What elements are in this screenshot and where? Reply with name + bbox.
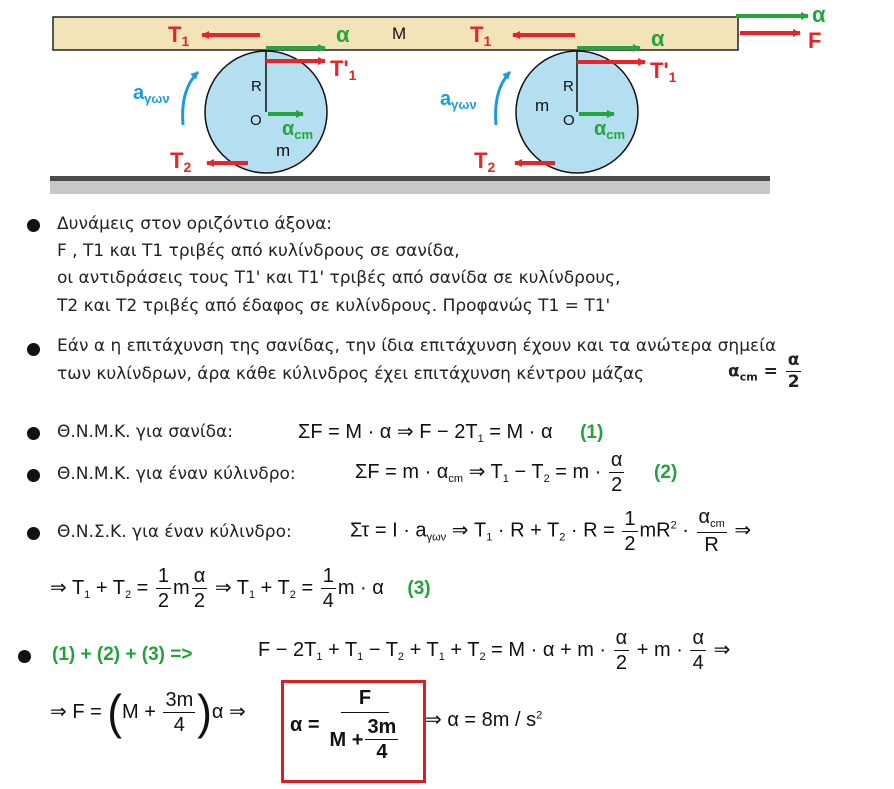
label-alpha-top-right: α [651, 26, 665, 51]
label-F: F [808, 28, 822, 53]
bullet-2 [27, 343, 40, 356]
ground-shadow [50, 180, 770, 194]
bullet-6 [18, 650, 31, 663]
label-m-right: m [535, 96, 550, 115]
angular-accel-right-arrow [496, 72, 510, 125]
eq2-label: Θ.Ν.Μ.Κ. για έναν κύλινδρο: [57, 464, 296, 484]
label-T1-left: $T_1$ [168, 22, 190, 49]
eq5-label: (1) + (2) + (3) => [52, 644, 193, 665]
label-O-right: O [563, 112, 575, 129]
acceleration-line-1: Εάν α η επιτάχυνση της σανίδας, την ίδια επιτάχυνση έχουν και τα ανώτερα σημεία [57, 336, 777, 356]
eq1-label: Θ.Ν.Μ.Κ. για σανίδα: [57, 422, 233, 442]
label-acm-right: $\alpha_{cm}$ [594, 118, 626, 142]
label-Tp1-right: $T'_1$ [650, 58, 677, 85]
label-m-left: m [276, 141, 291, 160]
eq1: ΣF = M · α ⇒ $F - 2T_1 = M \cdot \alpha$ (1) [298, 421, 604, 445]
ground [50, 176, 770, 181]
forces-line-2: F , T1 και T1 τριβές από κυλίνδρους σε σανίδα, [57, 241, 460, 261]
label-T2-left: $T_2$ [170, 148, 192, 175]
eq6: ⇒ F = (M + $\frac{3m}{4}$ )α ⇒ [50, 685, 246, 739]
label-M: M [392, 24, 407, 43]
label-T1-right: $T_1$ [470, 22, 492, 49]
eq2: $\Sigma F = m \cdot \alpha_{cm}$ ⇒ $T_1 - T_2 = m$ · $\frac{\alpha}{2}$ (2) [355, 449, 678, 496]
label-O-left: O [250, 112, 262, 129]
bullet-4 [27, 469, 40, 482]
label-R-right: R [563, 78, 574, 95]
eq4: ⇒ $T_1 + T_2$ = $\frac{1}{2}$ m $\frac{\alpha}{2}$ ⇒ $T_1 + T_2$ = $\frac{1}{4}$ m · α (3) [50, 565, 431, 612]
eq3: $\Sigma\tau = I \cdot a_{\gamma\omega\nu}$ ⇒ $T_1 \cdot R + T_2 \cdot R$ = $\frac{1}{2}$ $mR^2$ · $\frac{\alpha_{cm}}{R}$ ⇒ [350, 506, 752, 556]
angular-accel-left-arrow [183, 72, 198, 125]
bullet-1 [27, 219, 40, 232]
label-agon-right: $a_{\gamma\omega\nu}$ [440, 88, 477, 112]
acceleration-line-2: των κυλίνδρων, άρα κάθε κύλινδρος έχει επιτάχυνση κέντρου μάζας [57, 364, 645, 384]
bullet-3 [27, 427, 40, 440]
label-Tp1-left: $T'_1$ [330, 56, 357, 83]
acm-relation: $\alpha_{cm}$ = $\frac{\alpha}{2}$ [728, 350, 800, 392]
result-formula: α = F M + $\frac{3m}{4}$ [290, 687, 397, 763]
bullet-5 [27, 527, 40, 540]
forces-heading: Δυνάμεις στον οριζόντιο άξονα: [57, 214, 333, 234]
label-T2-right: $T_2$ [474, 148, 496, 175]
eq5: $F - 2T_1 + T_1 - T_2 + T_1 + T_2 = M \cdot \alpha + m$ · $\frac{\alpha}{2}$ + m · $\frac{\alpha}{4}$ ⇒ [258, 627, 731, 674]
label-alpha-plank: α [812, 2, 826, 27]
label-agon-left: $a_{\gamma\omega\nu}$ [133, 82, 170, 106]
forces-line-4: T2 και T2 τριβές από έδαφος σε κυλίνδρους. Προφανώς T1 = T1' [57, 296, 611, 316]
eq3-label: Θ.Ν.Σ.Κ. για έναν κύλινδρο: [57, 522, 292, 542]
label-alpha-top-left: α [336, 22, 350, 47]
forces-line-3: οι αντιδράσεις τους T1' και T1' τριβές από σανίδα σε κυλίνδρους, [57, 268, 621, 288]
label-acm-left: $\alpha_{cm}$ [282, 118, 314, 142]
label-R-left: R [251, 78, 262, 95]
result-value: ⇒ $\alpha = 8m / s^2$ [425, 709, 543, 731]
